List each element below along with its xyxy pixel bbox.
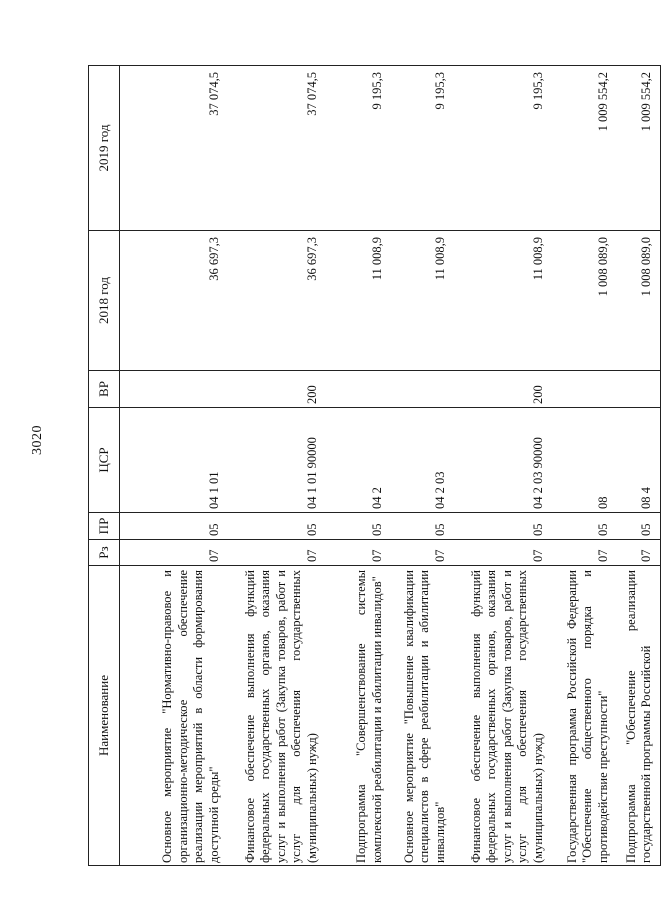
row-name: Основное мероприятие "Повышение квалификации специалистов в сфере реабилитации и абилитации инвалидов" bbox=[391, 566, 454, 866]
row-csr: 04 2 03 bbox=[391, 408, 454, 513]
row-rz: 07 bbox=[552, 540, 617, 566]
row-pr: 05 bbox=[391, 513, 454, 540]
header-row bbox=[89, 66, 120, 866]
budget-table bbox=[88, 65, 661, 866]
header-vr: ВР bbox=[89, 371, 120, 408]
row-vr bbox=[391, 371, 454, 408]
row-name: Финансовое обеспечение выполнения функций федеральных государственных органов, оказания услуг и выполнения работ (Закупка товаров, работ и услуг для обеспечения государственных (муниципальных) нужд) bbox=[228, 566, 326, 866]
row-rz: 07 bbox=[228, 540, 326, 566]
row-pr: 05 bbox=[120, 513, 228, 540]
row-vr bbox=[617, 371, 661, 408]
row-name: Государственная программа Российской Федерации "Обеспечение общественного порядка и противодействие преступности" bbox=[552, 566, 617, 866]
row-rz: 07 bbox=[617, 540, 661, 566]
table-row bbox=[617, 66, 661, 866]
table-row bbox=[326, 66, 391, 866]
row-name: Подпрограмма "Совершенствование системы комплексной реабилитации и абилитации инвалидов" bbox=[326, 566, 391, 866]
row-2019: 1 009 554,2 bbox=[617, 66, 661, 231]
header-2019: 2019 год bbox=[89, 66, 120, 231]
row-csr: 04 1 01 bbox=[120, 408, 228, 513]
row-2019: 37 074,5 bbox=[120, 66, 228, 231]
row-name: Основное мероприятие "Нормативно-правовое и организационно-методическое обеспечение реализации мероприятий в области формирования доступной среды" bbox=[120, 566, 228, 866]
row-name: Подпрограмма "Обеспечение реализации государственной программы Российской bbox=[617, 566, 661, 866]
row-rz: 07 bbox=[454, 540, 552, 566]
table-row bbox=[120, 66, 228, 866]
row-csr: 08 4 bbox=[617, 408, 661, 513]
header-rz: Рз bbox=[89, 540, 120, 566]
table-row bbox=[552, 66, 617, 866]
header-2018: 2018 год bbox=[89, 231, 120, 371]
row-vr: 200 bbox=[228, 371, 326, 408]
row-pr: 05 bbox=[552, 513, 617, 540]
row-2018: 11 008,9 bbox=[454, 231, 552, 371]
header-csr: ЦСР bbox=[89, 408, 120, 513]
row-pr: 05 bbox=[228, 513, 326, 540]
row-2019: 9 195,3 bbox=[454, 66, 552, 231]
row-pr: 05 bbox=[617, 513, 661, 540]
row-vr bbox=[326, 371, 391, 408]
row-2019: 37 074,5 bbox=[228, 66, 326, 231]
row-vr bbox=[120, 371, 228, 408]
row-2018: 36 697,3 bbox=[228, 231, 326, 371]
row-2019: 1 009 554,2 bbox=[552, 66, 617, 231]
row-csr: 04 2 03 90000 bbox=[454, 408, 552, 513]
row-2019: 9 195,3 bbox=[326, 66, 391, 231]
row-csr: 04 2 bbox=[326, 408, 391, 513]
row-2019: 9 195,3 bbox=[391, 66, 454, 231]
rotated-table-container bbox=[88, 36, 654, 866]
row-rz: 07 bbox=[120, 540, 228, 566]
row-rz: 07 bbox=[326, 540, 391, 566]
row-csr: 08 bbox=[552, 408, 617, 513]
table-row bbox=[228, 66, 326, 866]
row-2018: 36 697,3 bbox=[120, 231, 228, 371]
row-vr bbox=[552, 371, 617, 408]
table-row bbox=[454, 66, 552, 866]
row-csr: 04 1 01 90000 bbox=[228, 408, 326, 513]
row-2018: 1 008 089,0 bbox=[617, 231, 661, 371]
row-name: Финансовое обеспечение выполнения функций федеральных государственных органов, оказания услуг и выполнения работ (Закупка товаров, работ и услуг для обеспечения государственных (муниципальных) нужд) bbox=[454, 566, 552, 866]
page-number: 3020 bbox=[30, 425, 45, 455]
row-vr: 200 bbox=[454, 371, 552, 408]
row-2018: 11 008,9 bbox=[391, 231, 454, 371]
row-rz: 07 bbox=[391, 540, 454, 566]
header-name: Наименование bbox=[89, 566, 120, 866]
row-2018: 1 008 089,0 bbox=[552, 231, 617, 371]
header-pr: ПР bbox=[89, 513, 120, 540]
row-pr: 05 bbox=[326, 513, 391, 540]
row-pr: 05 bbox=[454, 513, 552, 540]
row-2018: 11 008,9 bbox=[326, 231, 391, 371]
table-row bbox=[391, 66, 454, 866]
